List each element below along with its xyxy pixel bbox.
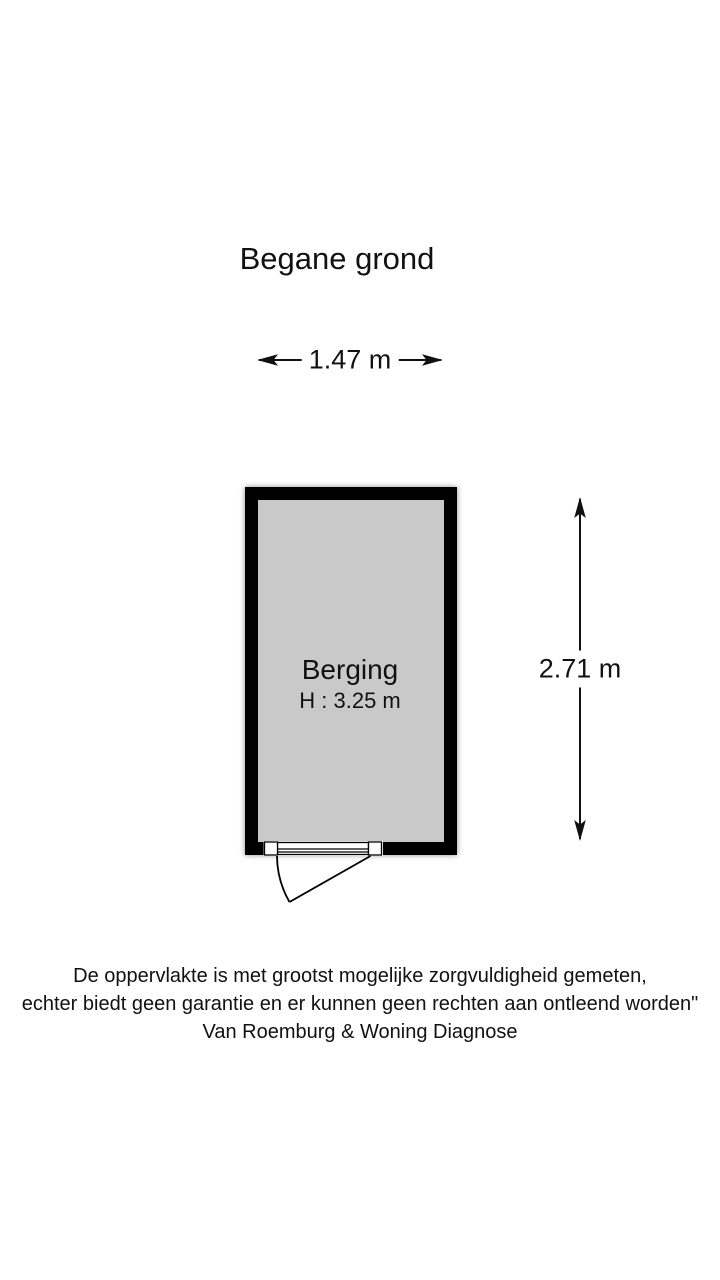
door-leaf (290, 856, 371, 902)
room-ceiling-height-label: H : 3.25 m (299, 688, 401, 713)
door-jamb-right (369, 842, 382, 855)
door-swing-arc (277, 856, 290, 902)
footer-disclaimer (0, 962, 720, 1046)
height-dimension-label: 2.71 m (535, 651, 626, 688)
width-dimension-label: 1.47 m (302, 344, 399, 377)
door-jamb-left (265, 842, 278, 855)
disclaimer-line-3: Van Roemburg & Woning Diagnose (202, 1021, 518, 1043)
room-name-label: Berging (301, 654, 399, 685)
page-title: Begane grond (239, 241, 435, 276)
disclaimer-line-1: De oppervlakte is met grootst mogelijke zorgvuldigheid gemeten, (73, 965, 647, 987)
disclaimer-line-2: echter biedt geen garantie en er kunnen geen rechten aan ontleend worden" (21, 993, 699, 1015)
door (264, 841, 384, 902)
